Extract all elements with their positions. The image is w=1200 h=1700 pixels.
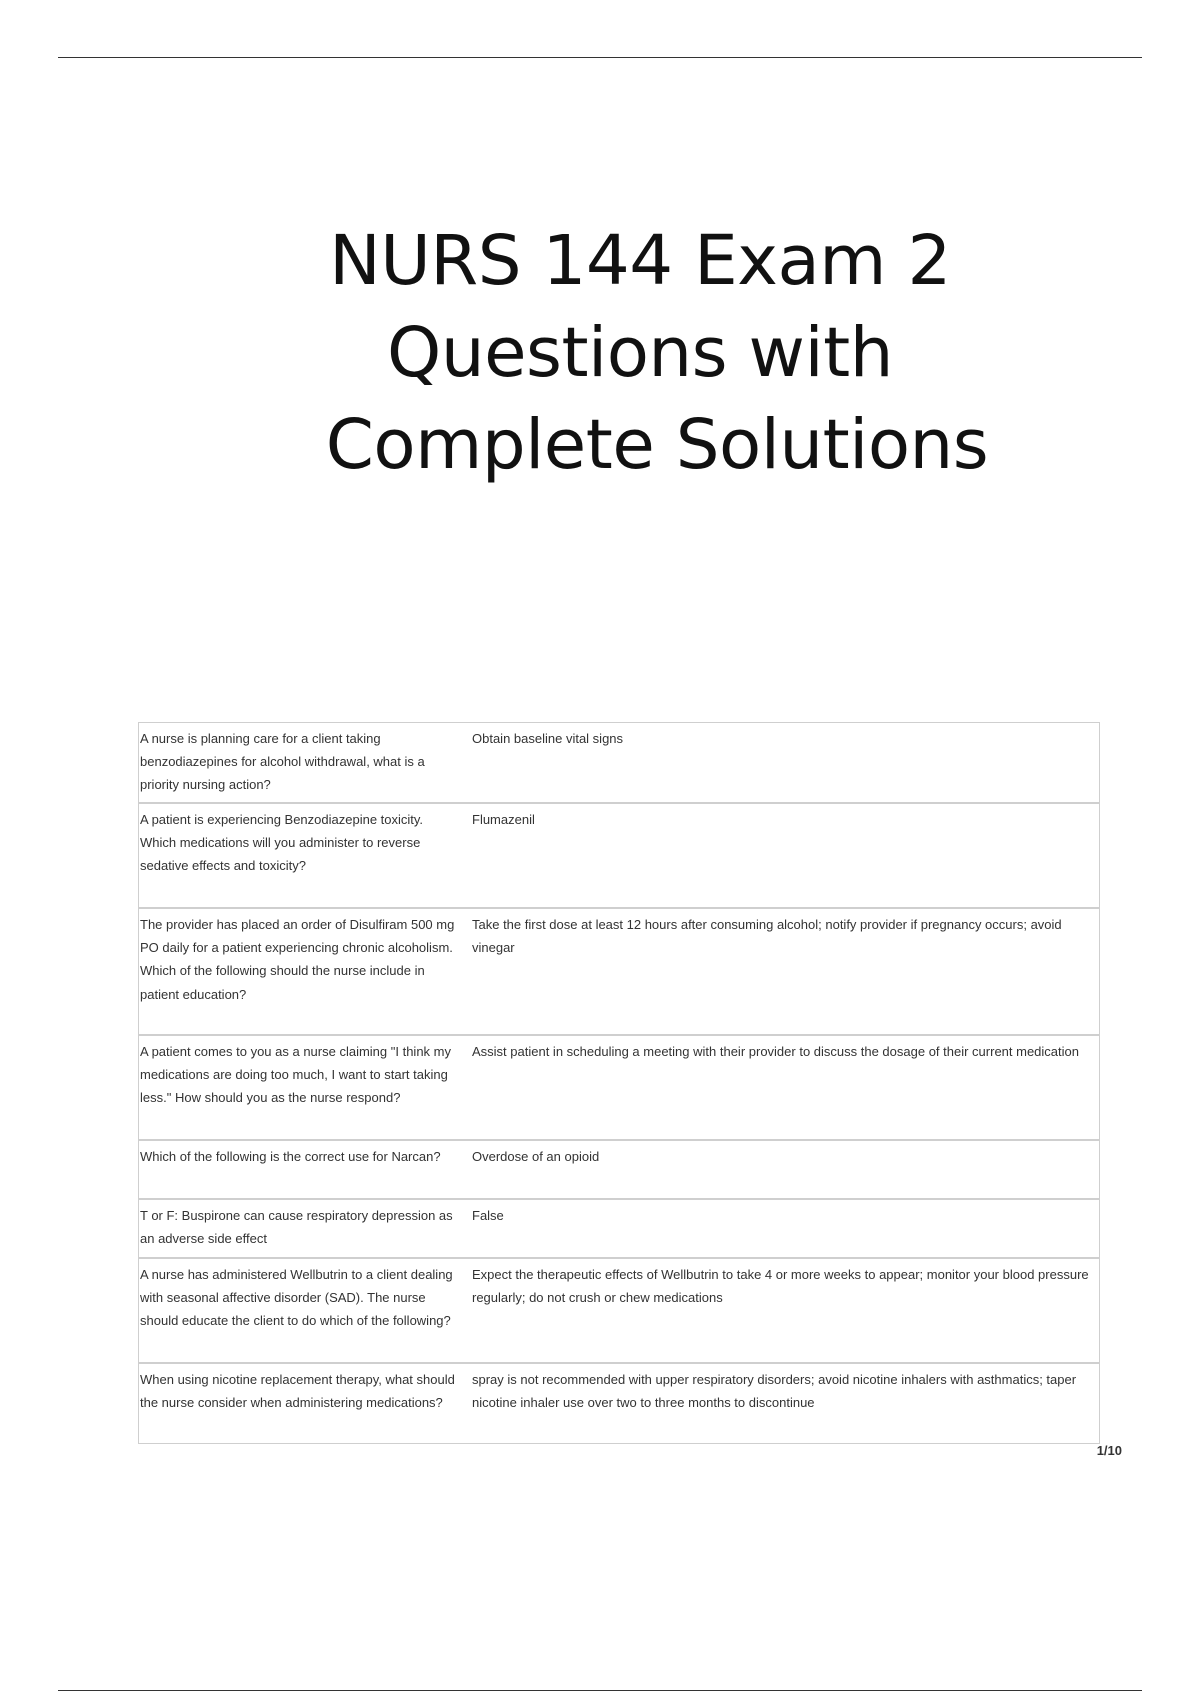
answer-cell	[464, 908, 1100, 1035]
question-cell	[139, 1140, 465, 1199]
table-row	[139, 1363, 1100, 1444]
answer-cell	[464, 1140, 1100, 1199]
question-text: A patient comes to you as a nurse claiming "I think my medications are doing too much, I want to start taking less." How should you as the nurse respond?	[140, 1044, 451, 1106]
table-row	[139, 1035, 1100, 1140]
answer-text: Flumazenil	[472, 812, 535, 827]
question-text: When using nicotine replacement therapy, what should the nurse consider when administering medications?	[140, 1372, 455, 1411]
answer-cell	[464, 1363, 1100, 1444]
table-row	[139, 908, 1100, 1035]
title-line-2: Questions with	[387, 313, 893, 393]
answer-cell	[464, 1258, 1100, 1363]
answer-text: False	[472, 1208, 504, 1223]
title-line-3: Complete Solutions	[325, 405, 989, 485]
question-cell	[139, 908, 465, 1035]
question-cell	[139, 1258, 465, 1363]
question-cell	[139, 803, 465, 908]
title-line-1: NURS 144 Exam 2	[329, 221, 951, 301]
table-row	[139, 1140, 1100, 1199]
table-row	[139, 1258, 1100, 1363]
question-cell	[139, 1363, 465, 1444]
answer-cell	[464, 1199, 1100, 1258]
answer-text: spray is not recommended with upper respiratory disorders; avoid nicotine inhalers with asthmatics; taper nicotine inhaler use over two to three months to discontinue	[472, 1372, 1077, 1411]
question-cell	[139, 1035, 465, 1140]
bottom-divider	[58, 1690, 1142, 1691]
top-divider	[58, 57, 1142, 58]
answer-text: Overdose of an opioid	[472, 1149, 600, 1164]
question-text: T or F: Buspirone can cause respiratory depression as an adverse side effect	[140, 1208, 453, 1247]
question-text: A nurse has administered Wellbutrin to a client dealing with seasonal affective disorder (SAD). The nurse should educate the client to do which of the following?	[140, 1267, 453, 1329]
answer-text: Take the first dose at least 12 hours after consuming alcohol; notify provider if pregnancy occurs; avoid vinegar	[472, 917, 1062, 956]
question-text: A nurse is planning care for a client taking benzodiazepines for alcohol withdrawal, what is a priority nursing action?	[140, 731, 425, 793]
question-text: A patient is experiencing Benzodiazepine toxicity. Which medications will you administer to reverse sedative effects and toxicity?	[140, 812, 424, 874]
question-text: The provider has placed an order of Disulfiram 500 mg PO daily for a patient experiencing chronic alcoholism. Which of the following should the nurse include in patient education?	[140, 917, 455, 1002]
answer-cell	[464, 723, 1100, 804]
page-number: 1/10	[1096, 1443, 1122, 1458]
question-cell	[139, 723, 465, 804]
answer-cell	[464, 803, 1100, 908]
answer-cell	[464, 1035, 1100, 1140]
table-row	[139, 723, 1100, 804]
table-row	[139, 1199, 1100, 1258]
question-answer-table	[138, 722, 1100, 1444]
answer-text: Expect the therapeutic effects of Wellbutrin to take 4 or more weeks to appear; monitor your blood pressure regularly; do not crush or chew medications	[472, 1267, 1089, 1306]
table-row	[139, 803, 1100, 908]
question-text: Which of the following is the correct use for Narcan?	[140, 1149, 441, 1164]
answer-text: Obtain baseline vital signs	[472, 731, 624, 746]
answer-text: Assist patient in scheduling a meeting with their provider to discuss the dosage of their current medication	[472, 1044, 1079, 1059]
question-cell	[139, 1199, 465, 1258]
document-title	[160, 215, 1120, 491]
